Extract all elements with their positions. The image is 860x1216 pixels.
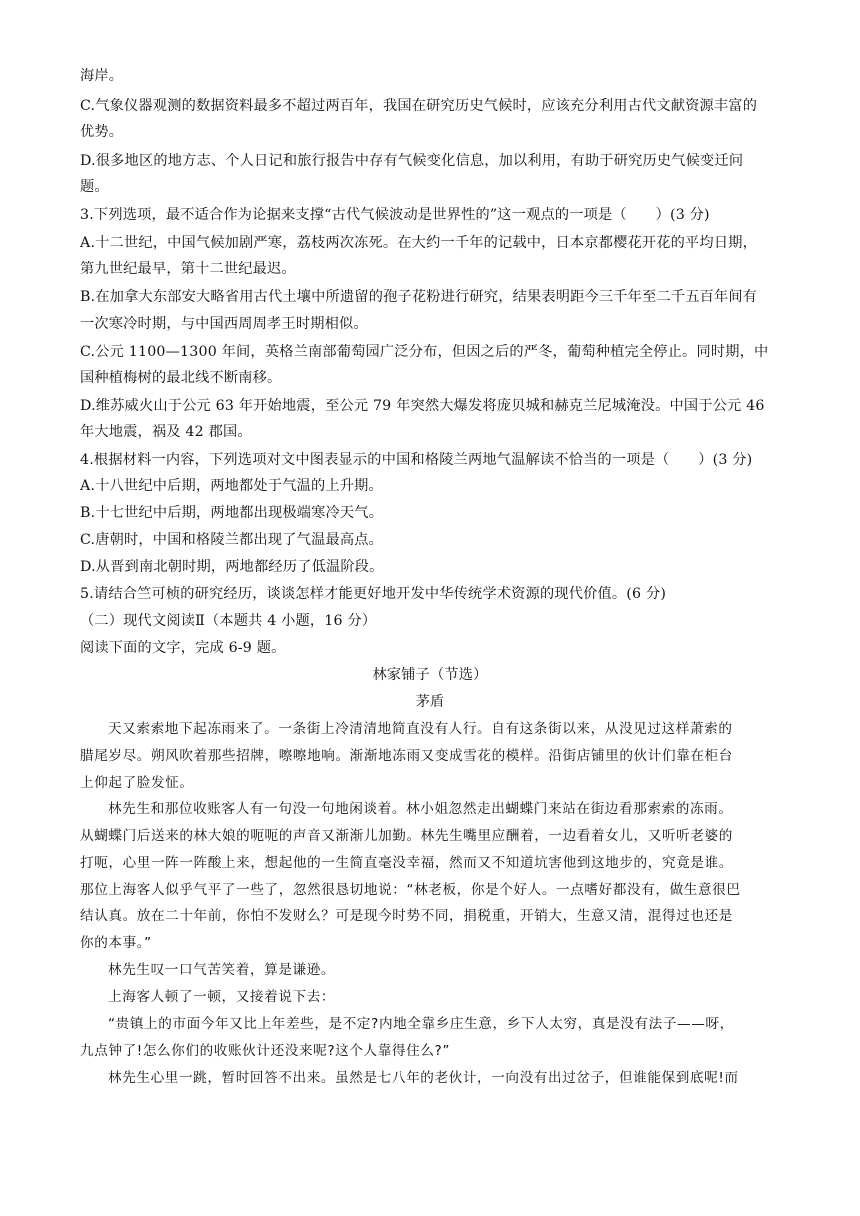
q2-option-c-line2: 优势。: [80, 124, 124, 140]
story-paragraph-4: 上海客人顿了一顿，又接着说下去：: [108, 989, 336, 1005]
story-paragraph-1-line1: 天又索索地下起冻雨来了。一条街上冷清清地简直没有人行。自有这条街以来，从没见过这样萧索的: [108, 721, 733, 737]
q3-stem: 3.下列选项，最不适合作为论据来支撑“古代气候波动是世界性的”这一观点的一项是（ ）(3 分): [80, 207, 710, 223]
q4-option-c: C.唐朝时，中国和格陵兰都出现了气温最高点。: [80, 532, 384, 548]
q3-option-d-line2: 年大地震，祸及 42 郡国。: [80, 424, 252, 440]
story-paragraph-2-line4: 那位上海客人似乎气平了一些了，忽然很恳切地说：“林老板，你是个好人。一点嗜好都没有，做生意很巴: [80, 882, 741, 898]
q2-option-c-line1: C.气象仪器观测的数据资料最多不超过两百年，我国在研究历史气候时，应该充分利用古代文献资源丰富的: [80, 98, 758, 114]
story-paragraph-2-line1: 林先生和那位收账客人有一句没一句地闲谈着。林小姐忽然走出蝴蝶门来站在街边看那索索的冻雨。: [108, 801, 733, 817]
q3-option-a-line2: 第九世纪最早，第十二世纪最迟。: [80, 261, 296, 277]
story-paragraph-5-line2: 九点钟了!怎么你们的收账伙计还没来呢?这个人靠得住么?”: [80, 1043, 450, 1059]
q3-option-c-line2: 国种植梅树的最北线不断南移。: [80, 370, 282, 386]
q3-option-b-line2: 一次寒冷时期，与中国西周周孝王时期相似。: [80, 316, 368, 332]
section-heading: （二）现代文阅读Ⅱ（本题共 4 小题，16 分）: [80, 613, 377, 629]
story-paragraph-6-line1: 林先生心里一跳，暂时回答不出来。虽然是七八年的老伙计，一向没有出过岔子，但谁能保到底呢!而: [108, 1070, 739, 1086]
story-paragraph-5-line1: “贵镇上的市面今年又比上年差些，是不定?内地全靠乡庄生意，乡下人太穷，真是没有法子——呀，: [108, 1016, 734, 1032]
story-paragraph-3: 林先生叹一口气苦笑着，算是谦逊。: [108, 962, 336, 978]
q4-option-a: A.十八世纪中后期，两地都处于气温的上升期。: [80, 478, 383, 494]
story-title: 林家铺子（节选）: [372, 667, 488, 683]
story-paragraph-2-line2: 从蝴蝶门后送来的林大娘的呃呃的声音又渐渐儿加勤。林先生嘴里应酬着，一边看着女儿，又听听老婆的: [80, 828, 733, 844]
q5-stem: 5.请结合竺可桢的研究经历，谈谈怎样才能更好地开发中华传统学术资源的现代价值。(6 分): [80, 586, 667, 602]
story-paragraph-1-line3: 上仰起了脸发怔。: [80, 775, 194, 791]
q4-option-d: D.从晋到南北朝时期，两地都经历了低温阶段。: [80, 559, 384, 575]
q4-stem: 4.根据材料一内容，下列选项对文中图表显示的中国和格陵兰两地气温解读不恰当的一项是（ ）(3 分): [80, 452, 753, 468]
story-paragraph-2-line3: 打呃，心里一阵一阵酸上来，想起他的一生简直毫没幸福，然而又不知道坑害他到这地步的，究竟是谁。: [80, 855, 733, 871]
q3-option-a-line1: A.十二世纪，中国气候加剧严寒，荔枝两次冻死。在大约一千年的记载中，日本京都樱花开花的平均日期，: [80, 235, 757, 251]
story-paragraph-1-line2: 腊尾岁尽。朔风吹着那些招牌，嚓嚓地响。渐渐地冻雨又变成雪花的模样。沿街店铺里的伙计们靠在柜台: [80, 748, 733, 764]
story-author: 茅盾: [415, 694, 445, 710]
q3-option-b-line1: B.在加拿大东部安大略省用古代土壤中所遗留的孢子花粉进行研究，结果表明距今三千年至二千五百年间有: [80, 289, 758, 305]
story-paragraph-2-line5: 结认真。放在二十年前，你怕不发财么？可是现今时势不同，捐税重，开销大，生意又清，混得过也还是: [80, 908, 733, 924]
section-instruction: 阅读下面的文字，完成 6-9 题。: [80, 640, 286, 656]
q3-option-c-line1: C.公元 1100—1300 年间，英格兰南部葡萄园广泛分布，但因之后的严冬，葡萄种植完全停止。同时期，中: [80, 344, 769, 360]
q3-option-d-line1: D.维苏威火山于公元 63 年开始地震，至公元 79 年突然大爆发将庞贝城和赫克兰尼城淹没。中国于公元 46: [80, 398, 765, 414]
q2-option-d-line1: D.很多地区的地方志、个人日记和旅行报告中存有气候变化信息，加以利用，有助于研究历史气候变迁问: [80, 153, 744, 169]
q2-continuation: 海岸。: [80, 68, 124, 84]
q2-option-d-line2: 题。: [80, 179, 109, 195]
q4-option-b: B.十七世纪中后期，两地都出现极端寒冷天气。: [80, 505, 384, 521]
story-paragraph-2-line6: 你的本事。”: [80, 935, 152, 951]
